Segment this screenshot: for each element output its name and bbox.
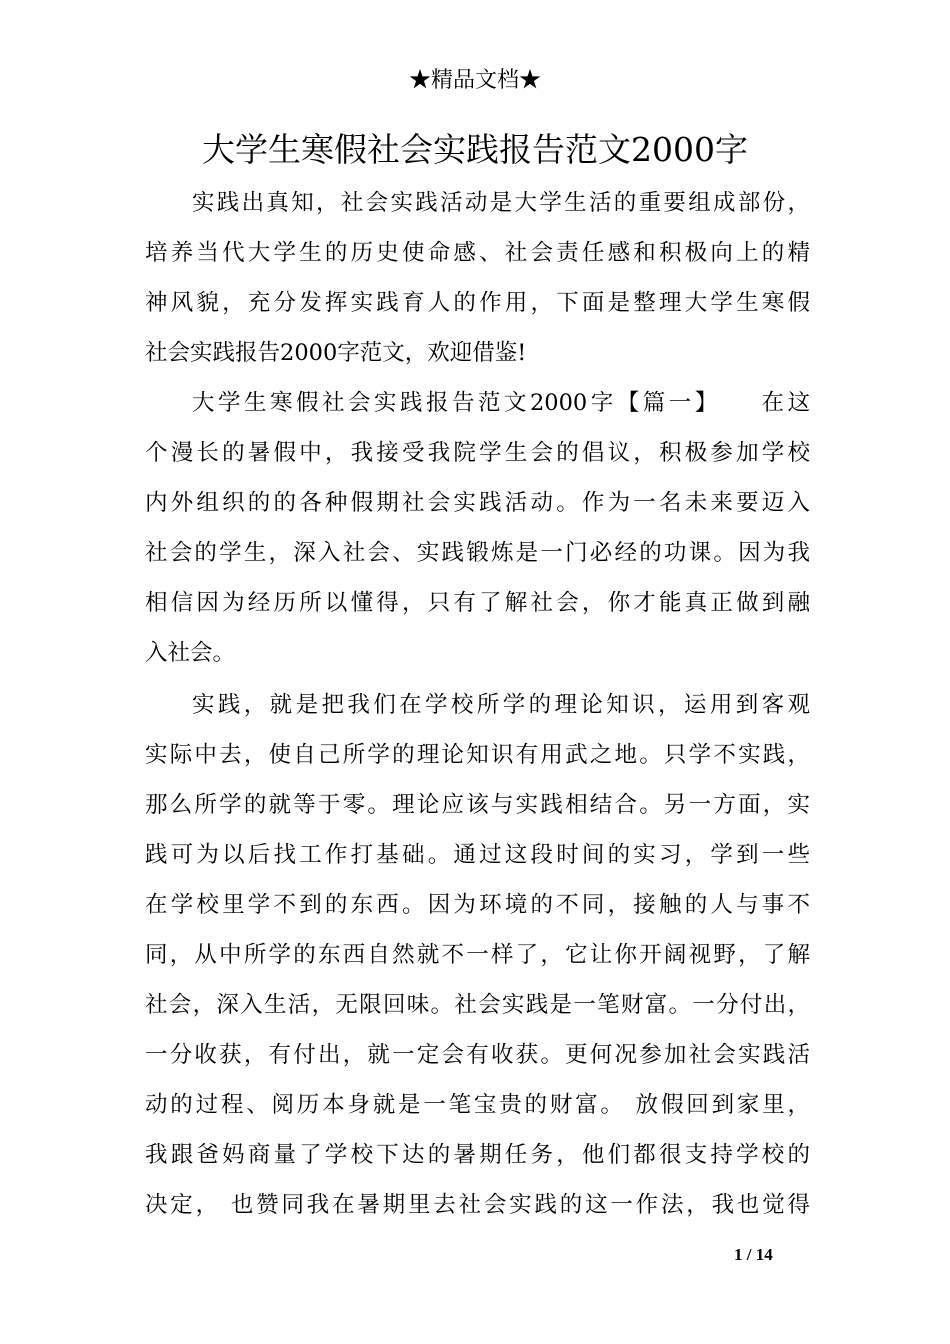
text-line: 社会实践报告2000字范文，欢迎借鉴! xyxy=(145,340,527,366)
page-number: 1 / 14 xyxy=(734,1245,773,1264)
text-line: 实践出真知，社会实践活动是大学生活的重要组成部份， xyxy=(192,190,810,216)
document-title: 大学生寒假社会实践报告范文2000字 xyxy=(202,130,748,169)
paragraph-section-one xyxy=(145,378,810,678)
text-line: 社会，深入生活，无限回味。社会实践是一笔财富。一分付出， xyxy=(145,992,810,1018)
text-line: 同，从中所学的东西自然就不一样了，它让你开阔视野，了解 xyxy=(145,942,810,968)
text-line: 相信因为经历所以懂得，只有了解社会，你才能真正做到融 xyxy=(145,590,810,616)
text-line: 个漫长的暑假中，我接受我院学生会的倡议，积极参加学校 xyxy=(145,440,810,466)
text-line: 我跟爸妈商量了学校下达的暑期任务，他们都很支持学校的 xyxy=(145,1142,810,1168)
text-line: 培养当代大学生的历史使命感、社会责任感和积极向上的精 xyxy=(145,240,810,266)
text-line: 实践，就是把我们在学校所学的理论知识，运用到客观 xyxy=(192,692,810,718)
paragraph-intro xyxy=(145,178,810,378)
text-line: 实际中去，使自己所学的理论知识有用武之地。只学不实践， xyxy=(145,742,810,768)
text-line: 社会的学生，深入社会、实践锻炼是一门必经的功课。因为我 xyxy=(145,540,810,566)
text-line: 动的过程、阅历本身就是一笔宝贵的财富。 放假回到家里， xyxy=(145,1092,810,1118)
text-line: 那么所学的就等于零。理论应该与实践相结合。另一方面，实 xyxy=(145,792,810,818)
text-line: 大学生寒假社会实践报告范文2000字【篇一】 在这 xyxy=(192,390,810,416)
text-line: 神风貌，充分发挥实践育人的作用，下面是整理大学生寒假 xyxy=(145,290,810,316)
text-line: 决定， 也赞同我在暑期里去社会实践的这一作法，我也觉得 xyxy=(145,1192,810,1218)
document-body xyxy=(145,178,810,1230)
paragraph-practice xyxy=(145,680,810,1230)
text-line: 在学校里学不到的东西。因为环境的不同，接触的人与事不 xyxy=(145,892,810,918)
text-line: 一分收获，有付出，就一定会有收获。更何况参加社会实践活 xyxy=(145,1042,810,1068)
text-line: 内外组织的的各种假期社会实践活动。作为一名未来要迈入 xyxy=(145,490,810,516)
page-header: ★精品文档★ xyxy=(408,68,541,93)
text-line: 入社会。 xyxy=(145,640,236,666)
text-line: 践可为以后找工作打基础。通过这段时间的实习，学到一些 xyxy=(145,842,810,868)
